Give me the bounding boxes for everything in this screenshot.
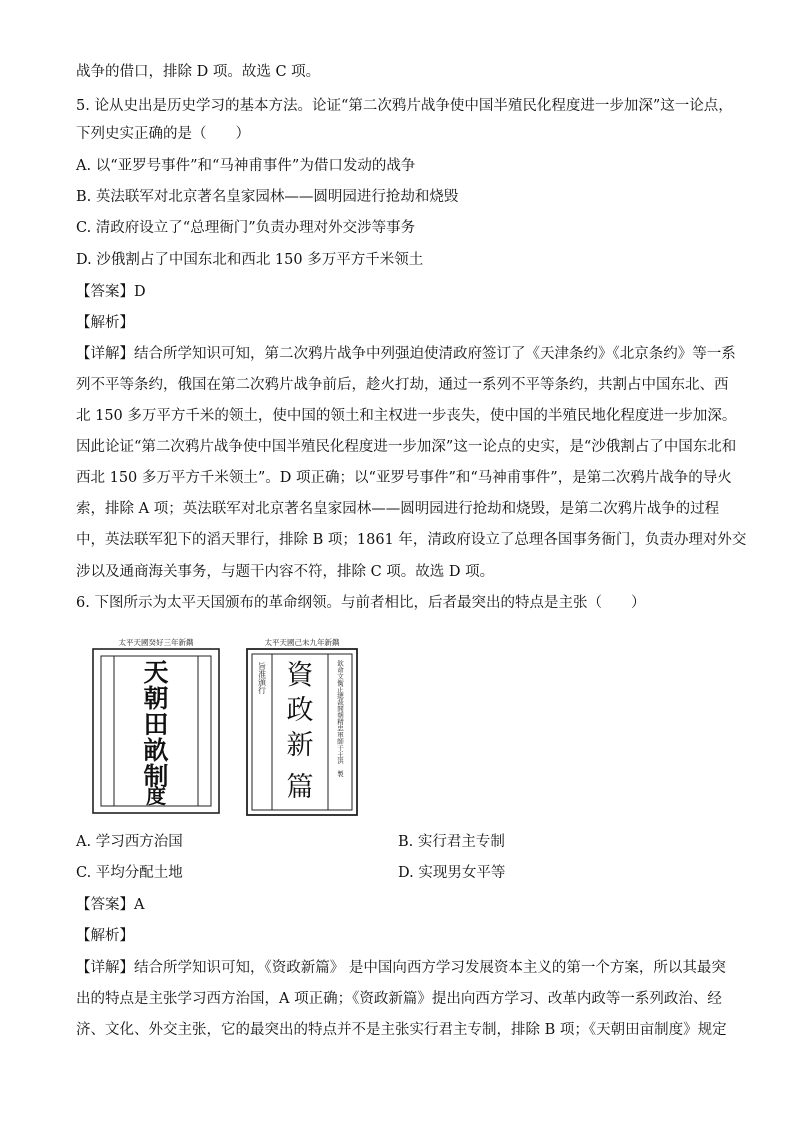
tianchao-tianmu-zhidu-cover xyxy=(92,636,220,818)
cover1-title-char: 制 xyxy=(143,762,169,791)
q5-detail-line: 北 150 多万平方千米的领土，使中国的领土和主权进一步丧失，使中国的半殖民地化程度进一步加深。 xyxy=(76,408,737,424)
q6-option-b: B. 实行君主专制 xyxy=(398,834,505,850)
q5-option-b: B. 英法联军对北京著名皇家园林——圆明园进行抢劫和烧毁 xyxy=(76,189,459,205)
q4-conclusion: 战争的借口，排除 D 项。故选 C 项。 xyxy=(76,64,321,80)
q5-detail-line: 因此论证“第二次鸦片战争使中国半殖民化程度进一步加深”这一论点的史实，是“沙俄割占了中国东北和 xyxy=(76,439,737,455)
q5-answer: 【答案】D xyxy=(76,284,146,300)
q6-detail-line: 【详解】结合所学知识可知，《资政新篇》 是中国向西方学习发展资本主义的第一个方案，所以其最突 xyxy=(76,960,726,976)
q6-option-c: C. 平均分配土地 xyxy=(76,865,183,881)
q6-option-a: A. 学习西方治国 xyxy=(76,834,183,850)
q5-option-a: A. 以“亚罗号事件”和“马神甫事件”为借口发动的战争 xyxy=(76,158,416,174)
q5-detail-line: 索，排除 A 项；英法联军对北京著名皇家园林——圆明园进行抢劫和烧毁，是第二次鸦片战争的过程 xyxy=(76,501,720,517)
q5-option-c: C. 清政府设立了“总理衙门”负责办理对外交涉等事务 xyxy=(76,220,416,236)
cover2-header: 太平天國己未九年新鐫 xyxy=(264,638,340,647)
cover2-title-char: 新 xyxy=(286,730,314,761)
q6-detail-line: 济、文化、外交主张，它的最突出的特点并不是主张实行君主专制，排除 B 项；《天朝田亩制度》规定 xyxy=(76,1022,727,1038)
q5-detail-line: 涉以及通商海关事务，与题干内容不符，排除 C 项。故选 D 项。 xyxy=(76,564,495,580)
q5-detail-line: 中，英法联军犯下的滔天罪行，排除 B 项；1861 年，清政府设立了总理各国事务衙门，负责办理对外交 xyxy=(76,532,747,548)
q6-option-d: D. 实现男女平等 xyxy=(398,865,506,881)
cover1-title-char: 田 xyxy=(143,710,169,739)
q6-answer: 【答案】A xyxy=(76,897,145,913)
cover1-title-char: 朝 xyxy=(143,684,169,713)
cover2-title-char: 資 xyxy=(286,660,314,691)
cover1-title-char: 畝 xyxy=(143,736,169,765)
q5-detail-line: 列不平等条约，俄国在第二次鸦片战争前后，趁火打劫，通过一系列不平等条约，共割占中国东北、西 xyxy=(76,377,729,393)
cover1-title-char: 天 xyxy=(143,658,169,687)
q5-detail-line: 【详解】结合所学知识可知，第二次鸦片战争中列强迫使清政府签订了《天津条约》《北京条约》等一系 xyxy=(76,346,736,362)
q6-stem: 6. 下图所示为太平天国颁布的革命纲领。与前者相比，后者最突出的特点是主张（ ） xyxy=(76,595,646,611)
q5-stem-line2: 下列史实正确的是（ ） xyxy=(76,126,250,142)
cover2-title-char: 政 xyxy=(286,695,314,726)
q6-analysis-label: 【解析】 xyxy=(76,928,134,944)
cover1-header: 太平天國癸好三年新鐫 xyxy=(118,638,194,647)
zizheng-xinpian-cover xyxy=(246,636,358,820)
q5-analysis-label: 【解析】 xyxy=(76,315,134,331)
cover2-title-char: 篇 xyxy=(286,772,314,803)
q5-stem-line1: 5. 论从史出是历史学习的基本方法。论证“第二次鸦片战争使中国半殖民化程度进一步加深”这一论点， xyxy=(76,98,733,114)
q6-detail-line: 出的特点是主张学习西方治国，A 项正确；《资政新篇》提出向西方学习、改革内政等一系列政治、经 xyxy=(76,991,722,1007)
q5-detail-line: 西北 150 多万平方千米领土”。D 项正确；以“亚罗号事件”和“马神甫事件”，是第二次鸦片战争的导火 xyxy=(76,470,732,486)
cover2-right-note: 欽命文衡正總裁開朝精忠軍師干王洪 製 xyxy=(336,660,344,777)
q5-option-d: D. 沙俄割占了中国东北和西北 150 多万平方千米领土 xyxy=(76,252,424,268)
cover2-left-note: 旨准頒行 xyxy=(257,662,267,694)
cover1-title-char: 度 xyxy=(146,784,166,808)
